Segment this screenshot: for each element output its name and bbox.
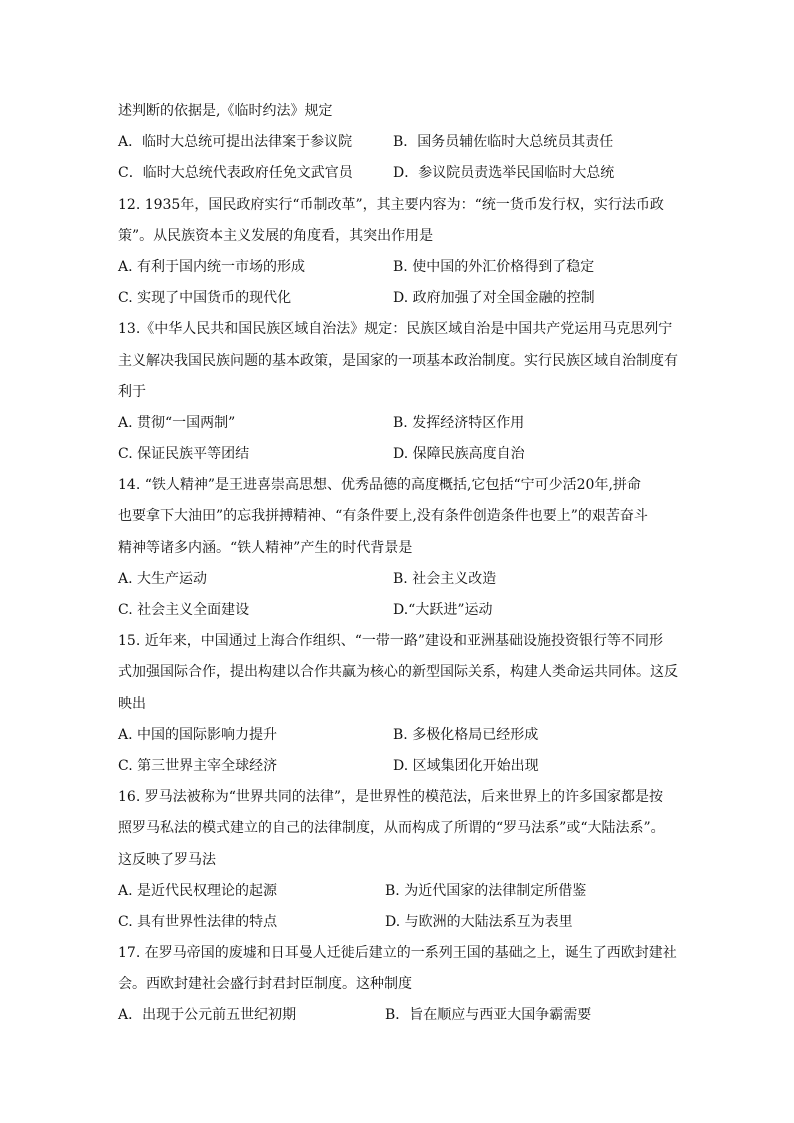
q17-options-row-1 <box>118 1000 683 1031</box>
q14-option-d: D.“大跃进”运动 <box>393 602 493 618</box>
q15-option-b: B. 多极化格局已经形成 <box>393 726 539 743</box>
q12-stem-line-2: 策”。从民族资本主义发展的角度看，其突出作用是 <box>118 227 434 244</box>
q16-stem-line-2: 照罗马私法的模式建立的自己的法律制度，从而构成了所谓的“罗马法系”或“大陆法系”。 <box>118 820 665 837</box>
q17-stem-line-1: 17. 在罗马帝国的废墟和日耳曼人迁徙后建立的一系列王国的基础之上，诞生了西欧封建社 <box>118 945 677 962</box>
q17-stem-line-2: 会。西欧封建社会盛行封君封臣制度。这种制度 <box>118 976 412 993</box>
q11-options-row-2 <box>118 158 683 189</box>
q16-options-row-1 <box>118 876 683 907</box>
q16-stem-line-1: 16. 罗马法被称为“世界共同的法律”，是世界性的模范法，后来世界上的许多国家都是按 <box>118 789 664 806</box>
q15-options-row-2 <box>118 751 683 782</box>
q13-options-row-2 <box>118 439 683 470</box>
q12-option-a: A. 有利于国内统一市场的形成 <box>118 258 306 275</box>
q13-option-c: C. 保证民族平等团结 <box>118 446 250 463</box>
q16-option-a: A. 是近代民权理论的起源 <box>118 882 278 899</box>
q12-option-c: C. 实现了中国货币的现代化 <box>118 290 292 307</box>
q12-option-d: D. 政府加强了对全国金融的控制 <box>393 290 595 307</box>
q16-option-c: C. 具有世界性法律的特点 <box>118 913 278 930</box>
q11-stem-line: 述判断的依据是,《临时约法》规定 <box>118 103 333 119</box>
exam-page <box>118 96 683 1032</box>
q12-options-row-2 <box>118 283 683 314</box>
q14-option-b: B. 社会主义改造 <box>393 570 497 587</box>
q16-stem-line-3: 这反映了罗马法 <box>118 851 216 868</box>
q13-option-a: A. 贯彻“一国两制” <box>118 414 236 431</box>
q15-option-a: A. 中国的国际影响力提升 <box>118 726 278 743</box>
q11-option-a: A．临时大总统可提出法律案于参议院 <box>118 134 353 151</box>
q13-option-b: B. 发挥经济特区作用 <box>393 414 525 431</box>
q11-option-d: D．参议院员责选举民国临时大总统 <box>393 165 615 182</box>
q13-stem-line-3: 利于 <box>118 383 146 400</box>
q15-options-row-1 <box>118 720 683 751</box>
q13-option-d: D. 保障民族高度自治 <box>393 446 525 463</box>
q11-option-b: B．国务员辅佐临时大总统员其责任 <box>393 134 614 151</box>
q14-stem-line-1: 14. “铁人精神”是王进喜崇高思想、优秀品德的高度概括,它包括“宁可少活20年,拼命 <box>118 477 641 494</box>
q12-options-row-1 <box>118 252 683 283</box>
q16-option-d: D. 与欧洲的大陆法系互为表里 <box>385 913 573 930</box>
q14-option-c: C. 社会主义全面建设 <box>118 602 250 618</box>
q13-stem-line-2: 主义解决我国民族问题的基本政策，是国家的一项基本政治制度。实行民族区域自治制度有 <box>118 352 678 369</box>
q15-option-d: D. 区域集团化开始出现 <box>393 757 539 774</box>
q14-options-row-2 <box>118 595 683 626</box>
q11-options-row-1 <box>118 127 683 158</box>
q17-option-a: A．出现于公元前五世纪初期 <box>118 1007 297 1024</box>
q15-stem-line-2: 式加强国际合作，提出构建以合作共赢为核心的新型国际关系，构建人类命运共同体。这反 <box>118 664 678 681</box>
q12-option-b: B. 使中国的外汇价格得到了稳定 <box>393 258 595 275</box>
q12-stem-line-1: 12. 1935年，国民政府实行“币制改革”，其主要内容为：“统一货币发行权，实行法币政 <box>118 196 664 213</box>
q16-option-b: B. 为近代国家的法律制定所借鉴 <box>385 882 587 899</box>
q17-option-b: B．旨在顺应与西亚大国争霸需要 <box>385 1007 592 1024</box>
q14-options-row-1 <box>118 564 683 595</box>
q15-stem-line-3: 映出 <box>118 695 146 712</box>
q15-option-c: C. 第三世界主宰全球经济 <box>118 757 278 774</box>
q14-option-a: A. 大生产运动 <box>118 570 208 587</box>
q13-stem-line-1: 13.《中华人民共和国民族区域自治法》规定：民族区域自治是中国共产党运用马克思列宁 <box>118 321 673 338</box>
q14-stem-line-3: 精神等诸多内涵。“铁人精神”产生的时代背景是 <box>118 539 413 556</box>
q15-stem-line-1: 15. 近年来，中国通过上海合作组织、“一带一路”建设和亚洲基础设施投资银行等不同形 <box>118 633 664 650</box>
q13-options-row-1 <box>118 408 683 439</box>
q11-option-c: C．临时大总统代表政府任免文武官员 <box>118 165 353 182</box>
q14-stem-line-2: 也要拿下大油田”的忘我拼搏精神、“有条件要上,没有条件创造条件也要上”的艰苦奋斗 <box>118 508 648 525</box>
q16-options-row-2 <box>118 907 683 938</box>
